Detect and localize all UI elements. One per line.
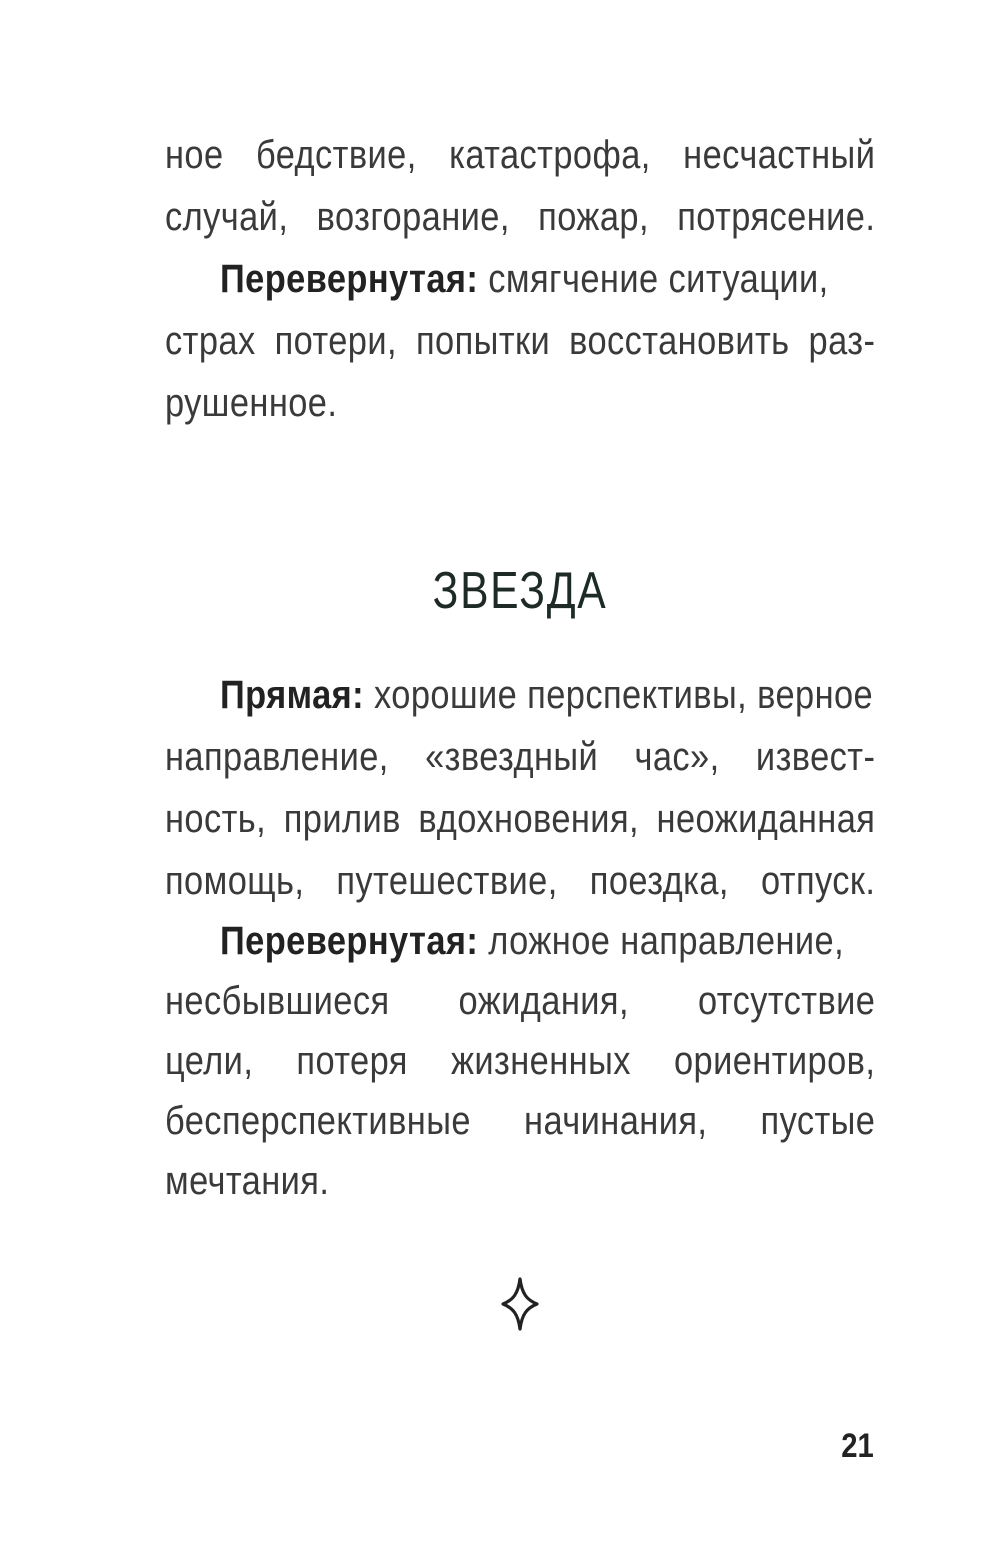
text-line: рушенное. xyxy=(165,381,338,425)
text-line: направление, «звездный час», извест- xyxy=(165,735,876,779)
text-span: ложное направление, xyxy=(478,919,845,963)
four-point-star-icon xyxy=(500,1276,540,1332)
page-number: 21 xyxy=(841,1427,874,1465)
reversed-meaning-line xyxy=(220,910,845,972)
text-line: страх потери, попытки восстановить раз- xyxy=(165,319,876,363)
text-line: бесперспективные начинания, пустые xyxy=(165,1099,876,1143)
reversed-meaning-line xyxy=(220,248,829,310)
text-line: цели, потеря жизненных ориентиров, xyxy=(165,1039,876,1083)
section-title: ЗВЕЗДА xyxy=(432,562,608,620)
text-span: смягчение ситуации, xyxy=(478,257,829,301)
text-line: ность, прилив вдохновения, неожиданная xyxy=(165,797,876,841)
text-line: мечтания. xyxy=(165,1159,330,1203)
text-line: несбывшиеся ожидания, отсутствие xyxy=(165,979,876,1023)
upright-meaning-line xyxy=(220,664,874,726)
reversed-label: Перевернутая: xyxy=(220,919,479,963)
upright-label: Прямая: xyxy=(220,673,365,717)
text-line: помощь, путешествие, поездка, отпуск. xyxy=(165,859,876,903)
reversed-label: Перевернутая: xyxy=(220,257,479,301)
text-line: ное бедствие, катастрофа, несчастный xyxy=(165,133,876,177)
text-span: хорошие перспективы, верное xyxy=(364,673,874,717)
text-line: случай, возгорание, пожар, потрясение. xyxy=(165,195,876,239)
